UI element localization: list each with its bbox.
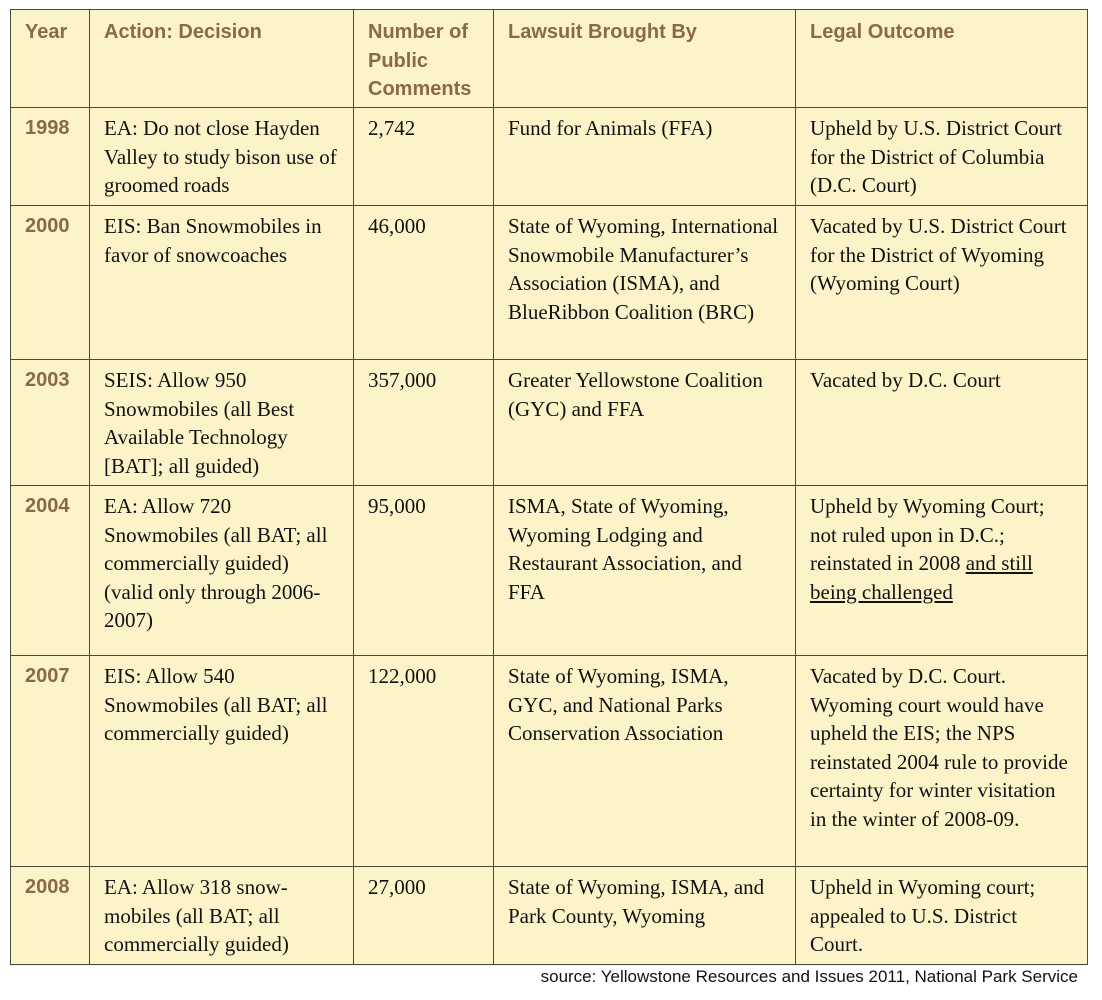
row-action: EA: Allow 318 snow-mobiles (all BAT; all commercially guided) [90,867,354,965]
row-comments: 95,000 [354,486,494,656]
table-row [11,206,1088,360]
row-outcome [796,486,1088,656]
row-action: EA: Allow 720 Snowmobiles (all BAT; all commercially guided) (valid only through 2006-2007) [90,486,354,656]
outcome-underlined-text: and still being challenged [810,551,1033,604]
row-year: 2007 [11,656,90,867]
row-lawsuit: ISMA, State of Wyoming, Wyoming Lodging and Restaurant Association, and FFA [494,486,796,656]
row-year: 2004 [11,486,90,656]
table-row [11,486,1088,656]
row-lawsuit: State of Wyoming, ISMA, and Park County, Wyoming [494,867,796,965]
row-comments: 122,000 [354,656,494,867]
row-year: 1998 [11,108,90,206]
header-lawsuit: Lawsuit Brought By [494,10,796,108]
row-lawsuit: Fund for Animals (FFA) [494,108,796,206]
row-outcome: Upheld by U.S. District Court for the District of Columbia (D.C. Court) [796,108,1088,206]
header-comments: Number of Public Comments [354,10,494,108]
table-row [11,108,1088,206]
row-action: EA: Do not close Hayden Valley to study bison use of groomed roads [90,108,354,206]
snowmobile-decisions-table-wrapper [10,9,1087,966]
outcome-main-text: Upheld by Wyoming Court; not ruled upon in D.C.; reinstated in 2008 [810,494,1045,575]
row-action: SEIS: Allow 950 Snowmobiles (all Best Available Technology [BAT]; all guided) [90,360,354,486]
row-comments: 46,000 [354,206,494,360]
header-action: Action: Decision [90,10,354,108]
source-caption: source: Yellowstone Resources and Issues 2011, National Park Service [540,967,1078,986]
row-year: 2008 [11,867,90,965]
row-outcome: Vacated by U.S. District Court for the District of Wyoming (Wyoming Court) [796,206,1088,360]
row-outcome: Upheld in Wyoming court; appealed to U.S. District Court. [796,867,1088,965]
row-lawsuit: State of Wyoming, International Snowmobile Manufacturer’s Association (ISMA), and BlueRibbon Coalition (BRC) [494,206,796,360]
row-outcome: Vacated by D.C. Court. Wyoming court would have upheld the EIS; the NPS reinstated 2004 rule to provide certainty for winter visitation in the winter of 2008-09. [796,656,1088,867]
table-header-row [11,10,1088,108]
header-outcome: Legal Outcome [796,10,1088,108]
row-year: 2003 [11,360,90,486]
row-outcome: Vacated by D.C. Court [796,360,1088,486]
row-action: EIS: Allow 540 Snowmobiles (all BAT; all commercially guided) [90,656,354,867]
row-lawsuit: Greater Yellowstone Coalition (GYC) and FFA [494,360,796,486]
header-year: Year [11,10,90,108]
row-year: 2000 [11,206,90,360]
row-comments: 27,000 [354,867,494,965]
table-row [11,867,1088,965]
row-lawsuit: State of Wyoming, ISMA, GYC, and National Parks Conservation Association [494,656,796,867]
row-action: EIS: Ban Snowmobiles in favor of snowcoaches [90,206,354,360]
row-comments: 357,000 [354,360,494,486]
table-row [11,360,1088,486]
table-row [11,656,1088,867]
snowmobile-decisions-table [10,9,1088,965]
row-comments: 2,742 [354,108,494,206]
